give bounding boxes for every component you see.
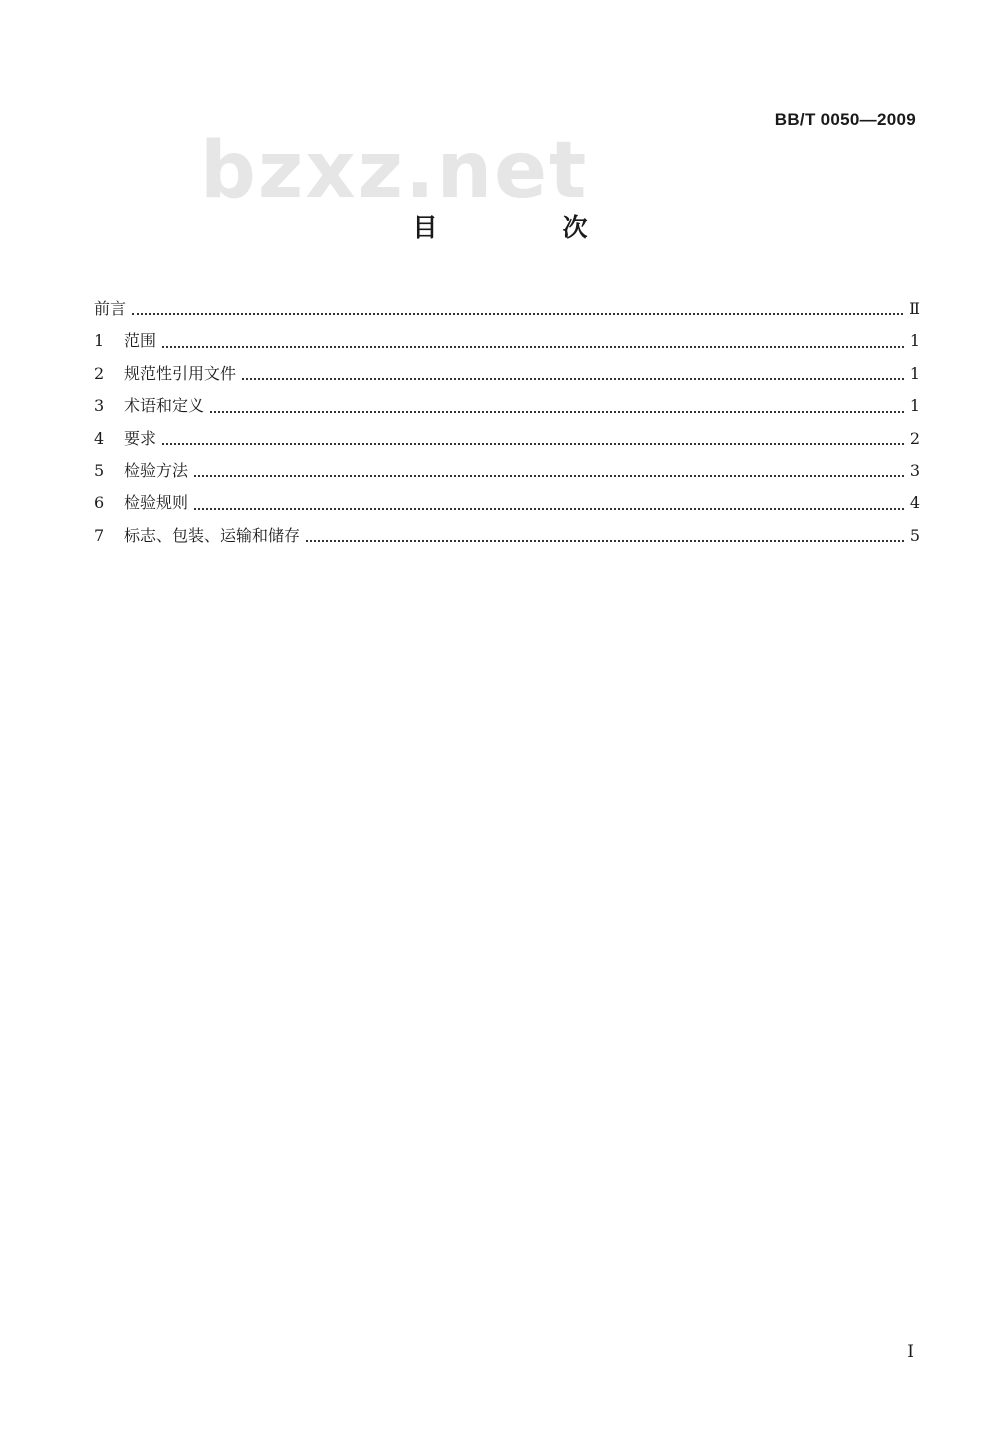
toc-leader-dots bbox=[194, 475, 904, 477]
toc-entry-normative-references[interactable] bbox=[94, 361, 920, 393]
watermark-text: bzxz.net bbox=[200, 126, 589, 216]
toc-entry-page: 4 bbox=[909, 493, 920, 513]
toc-entry-label: 前言 bbox=[94, 299, 127, 318]
toc-entry-page: 2 bbox=[909, 428, 920, 448]
toc-entry-number: 3 bbox=[94, 396, 105, 416]
table-of-contents bbox=[94, 296, 920, 555]
toc-entry-number: 4 bbox=[94, 428, 105, 448]
toc-entry-label: 要求 bbox=[124, 428, 157, 448]
toc-entry-requirements[interactable] bbox=[94, 426, 920, 458]
toc-entry-number: 1 bbox=[94, 331, 105, 351]
toc-entry-foreword[interactable] bbox=[94, 296, 920, 328]
toc-entry-label: 检验规则 bbox=[124, 493, 189, 513]
toc-leader-dots bbox=[306, 540, 904, 542]
toc-entry-page: Ⅱ bbox=[909, 299, 920, 318]
toc-entry-marking-packaging[interactable] bbox=[94, 523, 920, 555]
toc-entry-scope[interactable] bbox=[94, 328, 920, 360]
standard-code: BB/T 0050—2009 bbox=[774, 110, 916, 129]
toc-leader-dots bbox=[162, 443, 904, 445]
toc-leader-dots bbox=[210, 411, 904, 413]
toc-title: 目 次 bbox=[412, 213, 638, 242]
toc-entry-page: 1 bbox=[909, 396, 920, 416]
toc-entry-page: 1 bbox=[909, 363, 920, 383]
toc-entry-number: 5 bbox=[94, 460, 105, 480]
toc-leader-dots bbox=[132, 313, 903, 315]
toc-entry-label: 范围 bbox=[124, 331, 157, 351]
toc-entry-label: 检验方法 bbox=[124, 460, 189, 480]
toc-entry-label: 规范性引用文件 bbox=[124, 363, 237, 383]
toc-entry-number: 7 bbox=[94, 525, 105, 545]
toc-entry-label: 标志、包装、运输和储存 bbox=[124, 525, 301, 545]
toc-leader-dots bbox=[194, 508, 904, 510]
toc-leader-dots bbox=[162, 346, 904, 348]
toc-entry-test-methods[interactable] bbox=[94, 458, 920, 490]
toc-leader-dots bbox=[242, 378, 904, 380]
toc-entry-inspection-rules[interactable] bbox=[94, 490, 920, 522]
toc-entry-number: 6 bbox=[94, 493, 105, 513]
toc-entry-terms-definitions[interactable] bbox=[94, 393, 920, 425]
toc-entry-number: 2 bbox=[94, 363, 105, 383]
toc-entry-page: 5 bbox=[909, 525, 920, 545]
page-number: Ⅰ bbox=[907, 1342, 914, 1362]
toc-entry-page: 1 bbox=[909, 331, 920, 351]
toc-entry-label: 术语和定义 bbox=[124, 396, 205, 416]
toc-entry-page: 3 bbox=[909, 460, 920, 480]
